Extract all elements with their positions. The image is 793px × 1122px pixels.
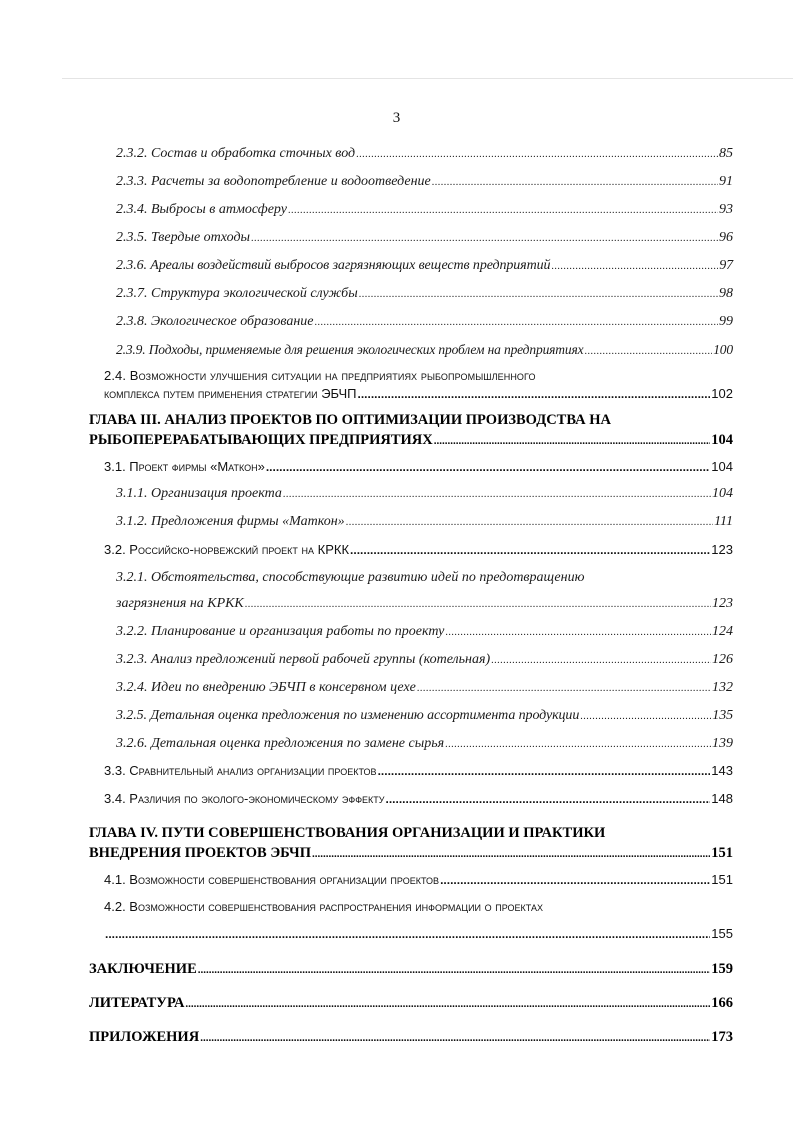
leader-dots <box>245 599 711 610</box>
toc-entry-text: 3.2.4. Идеи по внедрению ЭБЧП в консервном цехе <box>116 680 416 695</box>
toc-entry-3-4 <box>104 791 733 806</box>
leader-dots <box>491 655 711 666</box>
toc-entry-text: 2.3.4. Выбросы в атмосферу <box>116 202 287 217</box>
leader-dots <box>445 627 711 638</box>
toc-entry-text: ЛИТЕРАТУРА <box>89 995 185 1011</box>
toc-entry-text: 3.2.5. Детальная оценка предложения по изменению ассортимента продукции <box>116 708 580 723</box>
leader-dots <box>350 543 710 557</box>
toc-entry-text: 2.3.8. Экологическое образование <box>116 314 314 329</box>
toc-entry-page: 85 <box>719 146 733 161</box>
toc-entry-text: ВНЕДРЕНИЯ ПРОЕКТОВ ЭБЧП <box>89 845 311 861</box>
toc-entry-page: 98 <box>719 286 733 301</box>
toc-entry-page: 97 <box>719 258 733 273</box>
leader-dots <box>185 998 710 1010</box>
toc-entry-page: 151 <box>711 845 733 861</box>
toc-entry-text: комплекса путем применения стратегии ЭБЧП <box>104 386 357 401</box>
toc-entry-3-2-5 <box>116 708 733 724</box>
toc-entry-2-3-5 <box>116 230 733 246</box>
leader-dots <box>445 739 711 750</box>
toc-entry-page: 148 <box>711 791 733 806</box>
toc-entry-page: 99 <box>719 314 733 329</box>
toc-entry-text: РЫБОПЕРЕРАБАТЫВАЮЩИХ ПРЕДПРИЯТИЯХ <box>89 432 433 448</box>
toc-entry-text: 2.3.9. Подходы, применяемые для решения экологических проблем на предприятиях <box>116 342 584 357</box>
toc-entry-2-3-6 <box>116 258 733 274</box>
toc-entry-text: 3.1. Проект фирмы «Маткон» <box>104 459 265 474</box>
toc-entry-text: ЗАКЛЮЧЕНИЕ <box>89 961 197 977</box>
leader-dots <box>288 205 718 216</box>
toc-entry-appendix <box>89 1029 733 1046</box>
toc-entry-2-4 <box>104 386 733 401</box>
toc-entry-2-3-4 <box>116 202 733 218</box>
toc-entry-text: 3.1.2. Предложения фирмы «Маткон» <box>116 514 345 529</box>
toc-entry-page: 143 <box>711 763 733 778</box>
toc-entry-page: 135 <box>712 708 733 723</box>
toc-entry-page: 111 <box>714 514 733 529</box>
toc-entry-text: 3.2.6. Детальная оценка предложения по замене сырья <box>116 736 445 751</box>
toc-entry-page: 93 <box>719 202 733 217</box>
toc-entry-3-1-2 <box>116 514 733 530</box>
toc-entry-page: 151 <box>711 872 733 887</box>
toc-entry-text: 2.3.3. Расчеты за водопотребление и водоотведение <box>116 174 431 189</box>
toc-entry-text: 3.2.2. Планирование и организация работы по проекту <box>116 624 445 639</box>
toc-entry-page: 173 <box>711 1029 733 1045</box>
toc-entry-text: 2.3.5. Твердые отходы <box>116 230 251 245</box>
leader-dots <box>551 261 718 272</box>
leader-dots <box>584 346 712 357</box>
toc-entry-4-2 <box>104 926 733 941</box>
toc-entry-page: 132 <box>712 680 733 695</box>
toc-entry-page: 102 <box>711 386 733 401</box>
toc-entry-page: 100 <box>713 342 733 357</box>
toc-entry-page: 104 <box>712 486 733 501</box>
toc-entry-2-3-8 <box>116 314 733 330</box>
leader-dots <box>386 792 711 806</box>
toc-entry-text: 2.3.7. Структура экологической службы <box>116 286 358 301</box>
toc-entry-3-1-1 <box>116 486 733 502</box>
toc-entry-page: 159 <box>711 961 733 977</box>
toc-entry-text: ПРИЛОЖЕНИЯ <box>89 1029 200 1045</box>
scan-edge-line <box>62 78 793 79</box>
toc-entry-3-2-1-line1: 3.2.1. Обстоятельства, способствующие развитию идей по предотвращению <box>116 570 585 585</box>
leader-dots <box>417 683 711 694</box>
toc-entry-page: 91 <box>719 174 733 189</box>
toc-entry-page: 155 <box>711 926 733 941</box>
toc-entry-literature <box>89 995 733 1012</box>
toc-entry-4-2-line1: 4.2. Возможности совершенствования распространения информации о проектах <box>104 899 543 914</box>
leader-dots <box>251 233 718 244</box>
toc-entry-text: 2.3.6. Ареалы воздействий выбросов загрязняющих веществ предприятий <box>116 258 551 273</box>
leader-dots <box>266 460 710 474</box>
toc-entry-text: загрязнения на КРКК <box>116 596 244 611</box>
toc-entry-3-2-3 <box>116 652 733 668</box>
toc-entry-3-2-1 <box>116 596 733 612</box>
toc-entry-page: 124 <box>712 624 733 639</box>
leader-dots <box>105 927 710 941</box>
leader-dots <box>359 289 718 300</box>
toc-entry-chapter-3 <box>89 432 733 449</box>
toc-entry-3-2-4 <box>116 680 733 696</box>
leader-dots <box>440 873 710 887</box>
leader-dots <box>315 317 719 328</box>
leader-dots <box>378 764 711 778</box>
toc-entry-3-2-2 <box>116 624 733 640</box>
chapter-3-title-line1: ГЛАВА III. АНАЛИЗ ПРОЕКТОВ ПО ОПТИМИЗАЦИИ ПРОИЗВОДСТВА НА <box>89 412 611 428</box>
chapter-4-title-line1: ГЛАВА IV. ПУТИ СОВЕРШЕНСТВОВАНИЯ ОРГАНИЗАЦИИ И ПРАКТИКИ <box>89 825 606 841</box>
toc-entry-page: 166 <box>711 995 733 1011</box>
toc-entry-2-3-2 <box>116 146 733 162</box>
toc-entry-text: 3.2. Российско-норвежский проект на КРКК <box>104 542 350 557</box>
toc-entry-text: 3.3. Сравнительный анализ организации проектов <box>104 763 377 778</box>
leader-dots <box>283 489 711 500</box>
toc-entry-page: 123 <box>711 542 733 557</box>
leader-dots <box>580 711 711 722</box>
toc-entry-text: 4.1. Возможности совершенствования организации проектов <box>104 872 440 887</box>
toc-entry-4-1 <box>104 872 733 887</box>
toc-entry-2-3-3 <box>116 174 733 190</box>
leader-dots <box>200 1032 710 1044</box>
leader-dots <box>312 848 710 860</box>
toc-entry-page: 126 <box>712 652 733 667</box>
toc-entry-page: 96 <box>719 230 733 245</box>
leader-dots <box>356 149 718 160</box>
toc-entry-page: 139 <box>712 736 733 751</box>
leader-dots <box>358 387 711 401</box>
toc-entry-text: 3.1.1. Организация проекта <box>116 486 282 501</box>
leader-dots <box>434 435 711 447</box>
toc-entry-text: 2.3.2. Состав и обработка сточных вод <box>116 146 356 161</box>
toc-entry-conclusion <box>89 961 733 978</box>
toc-entry-text: 3.4. Различия по эколого-экономическому эффекту <box>104 791 385 806</box>
toc-entry-3-1 <box>104 459 733 474</box>
toc-entry-page: 123 <box>712 596 733 611</box>
toc-entry-2-3-7 <box>116 286 733 302</box>
page-number: 3 <box>392 110 401 126</box>
toc-entry-3-2 <box>104 542 733 557</box>
leader-dots <box>432 177 718 188</box>
toc-entry-2-4-line1: 2.4. Возможности улучшения ситуации на предприятиях рыбопромышленного <box>104 368 536 383</box>
toc-entry-3-2-6 <box>116 736 733 752</box>
toc-entry-page: 104 <box>711 432 733 448</box>
toc-entry-chapter-4 <box>89 845 733 862</box>
toc-entry-2-3-9 <box>116 342 733 358</box>
toc-entry-text: 3.2.3. Анализ предложений первой рабочей группы (котельная) <box>116 652 491 667</box>
leader-dots <box>346 517 713 528</box>
leader-dots <box>198 964 710 976</box>
toc-entry-page: 104 <box>711 459 733 474</box>
toc-entry-3-3 <box>104 763 733 778</box>
